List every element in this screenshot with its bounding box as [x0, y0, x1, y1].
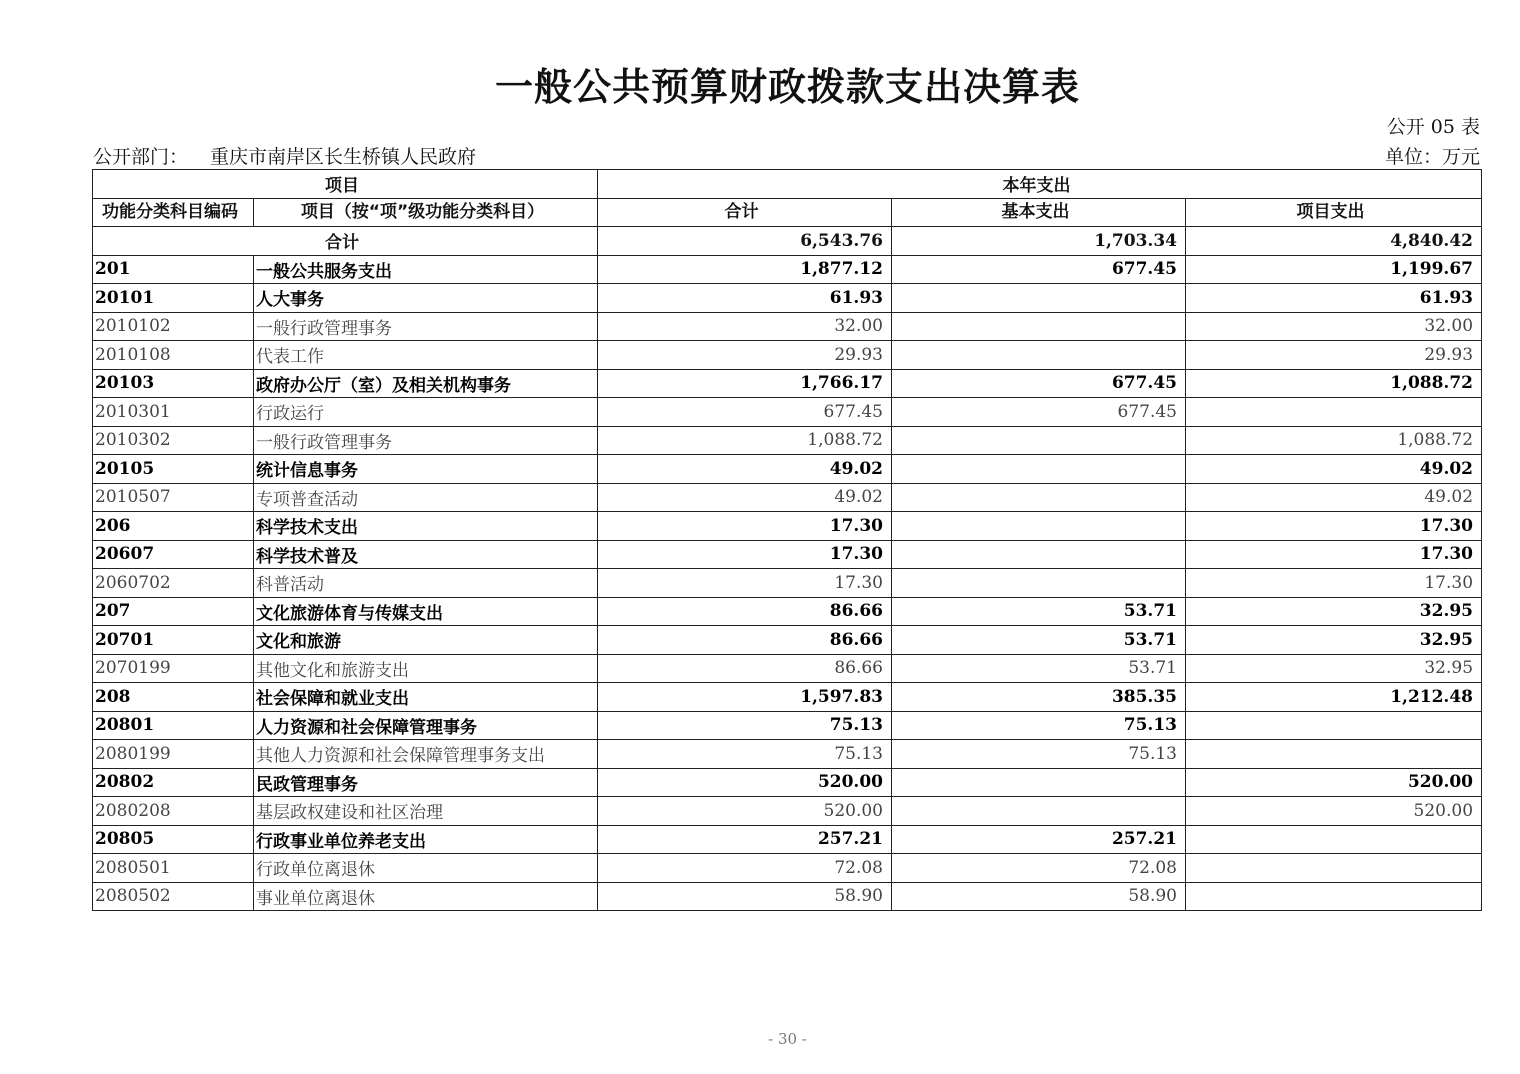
row-project: 520.00 — [1186, 768, 1482, 797]
row-basic: 257.21 — [892, 825, 1186, 854]
row-project — [1186, 825, 1482, 854]
row-code: 20607 — [93, 540, 254, 569]
row-basic: 53.71 — [892, 597, 1186, 626]
row-total: 677.45 — [598, 398, 892, 427]
row-name: 行政事业单位养老支出 — [254, 825, 598, 854]
table-row — [93, 683, 1482, 712]
row-code: 20105 — [93, 455, 254, 484]
row-code: 20103 — [93, 369, 254, 398]
row-project: 1,212.48 — [1186, 683, 1482, 712]
table-row — [93, 854, 1482, 883]
row-name: 统计信息事务 — [254, 455, 598, 484]
page-number: - 30 - — [768, 1030, 807, 1048]
row-basic — [892, 512, 1186, 541]
table-row — [93, 398, 1482, 427]
department-line — [93, 142, 476, 169]
header-total: 合计 — [598, 198, 892, 227]
row-code: 2070199 — [93, 654, 254, 683]
table-row — [93, 255, 1482, 284]
table-row — [93, 483, 1482, 512]
header-code: 功能分类科目编码 — [93, 198, 254, 227]
row-basic: 385.35 — [892, 683, 1186, 712]
row-project: 49.02 — [1186, 455, 1482, 484]
row-name: 一般行政管理事务 — [254, 312, 598, 341]
row-code: 206 — [93, 512, 254, 541]
row-total: 49.02 — [598, 483, 892, 512]
header-project: 项目支出 — [1186, 198, 1482, 227]
row-name: 科学技术支出 — [254, 512, 598, 541]
row-total: 49.02 — [598, 455, 892, 484]
form-number: 公开 05 表 — [1386, 116, 1480, 138]
row-total: 1,597.83 — [598, 683, 892, 712]
row-total: 1,088.72 — [598, 426, 892, 455]
row-total: 17.30 — [598, 512, 892, 541]
row-project: 1,088.72 — [1186, 369, 1482, 398]
row-name: 民政管理事务 — [254, 768, 598, 797]
table-row — [93, 597, 1482, 626]
row-basic — [892, 341, 1186, 370]
total-row — [93, 227, 1482, 256]
row-total: 29.93 — [598, 341, 892, 370]
total-sum: 6,543.76 — [598, 227, 892, 256]
row-total: 32.00 — [598, 312, 892, 341]
row-code: 20701 — [93, 626, 254, 655]
row-code: 20805 — [93, 825, 254, 854]
department-label: 公开部门： — [93, 146, 189, 168]
row-project: 17.30 — [1186, 569, 1482, 598]
table-row — [93, 455, 1482, 484]
row-project: 49.02 — [1186, 483, 1482, 512]
row-total: 1,877.12 — [598, 255, 892, 284]
row-name: 行政单位离退休 — [254, 854, 598, 883]
row-total: 58.90 — [598, 882, 892, 911]
row-code: 2010102 — [93, 312, 254, 341]
row-code: 207 — [93, 597, 254, 626]
row-project — [1186, 740, 1482, 769]
row-name: 科学技术普及 — [254, 540, 598, 569]
table-row — [93, 512, 1482, 541]
row-basic — [892, 312, 1186, 341]
page-title: 一般公共预算财政拨款支出决算表 — [494, 65, 1080, 109]
table-row — [93, 768, 1482, 797]
table-row — [93, 284, 1482, 313]
header-item: 项目 — [93, 170, 598, 199]
row-name: 社会保障和就业支出 — [254, 683, 598, 712]
row-project: 32.95 — [1186, 654, 1482, 683]
row-total: 72.08 — [598, 854, 892, 883]
row-name: 其他文化和旅游支出 — [254, 654, 598, 683]
row-basic: 72.08 — [892, 854, 1186, 883]
header-basic: 基本支出 — [892, 198, 1186, 227]
total-label: 合计 — [93, 227, 598, 256]
row-name: 行政运行 — [254, 398, 598, 427]
row-name: 一般行政管理事务 — [254, 426, 598, 455]
total-basic: 1,703.34 — [892, 227, 1186, 256]
row-project: 17.30 — [1186, 540, 1482, 569]
table-row — [93, 540, 1482, 569]
row-name: 专项普查活动 — [254, 483, 598, 512]
table-row — [93, 740, 1482, 769]
row-code: 2060702 — [93, 569, 254, 598]
row-project: 32.00 — [1186, 312, 1482, 341]
table-row — [93, 312, 1482, 341]
row-total: 1,766.17 — [598, 369, 892, 398]
row-code: 20801 — [93, 711, 254, 740]
table-row — [93, 711, 1482, 740]
table-row — [93, 797, 1482, 826]
row-total: 17.30 — [598, 540, 892, 569]
department-name: 重庆市南岸区长生桥镇人民政府 — [210, 146, 477, 168]
table-row — [93, 882, 1482, 911]
row-project: 61.93 — [1186, 284, 1482, 313]
table-row — [93, 569, 1482, 598]
row-project — [1186, 398, 1482, 427]
row-basic — [892, 483, 1186, 512]
row-total: 75.13 — [598, 740, 892, 769]
row-project: 32.95 — [1186, 597, 1482, 626]
row-total: 86.66 — [598, 654, 892, 683]
row-total: 61.93 — [598, 284, 892, 313]
row-name: 代表工作 — [254, 341, 598, 370]
row-total: 17.30 — [598, 569, 892, 598]
row-name: 文化旅游体育与传媒支出 — [254, 597, 598, 626]
table-row — [93, 369, 1482, 398]
row-project: 29.93 — [1186, 341, 1482, 370]
row-name: 文化和旅游 — [254, 626, 598, 655]
row-basic — [892, 540, 1186, 569]
row-name: 人力资源和社会保障管理事务 — [254, 711, 598, 740]
row-basic — [892, 797, 1186, 826]
row-code: 201 — [93, 255, 254, 284]
row-code: 2010108 — [93, 341, 254, 370]
row-total: 75.13 — [598, 711, 892, 740]
row-name: 人大事务 — [254, 284, 598, 313]
row-project: 32.95 — [1186, 626, 1482, 655]
budget-table — [92, 169, 1482, 911]
row-basic: 58.90 — [892, 882, 1186, 911]
row-project — [1186, 711, 1482, 740]
row-name: 科普活动 — [254, 569, 598, 598]
row-project: 1,088.72 — [1186, 426, 1482, 455]
row-basic: 53.71 — [892, 654, 1186, 683]
row-basic: 677.45 — [892, 369, 1186, 398]
row-code: 2010302 — [93, 426, 254, 455]
row-basic: 75.13 — [892, 711, 1186, 740]
row-basic — [892, 426, 1186, 455]
row-code: 2080502 — [93, 882, 254, 911]
row-name: 事业单位离退休 — [254, 882, 598, 911]
row-total: 520.00 — [598, 768, 892, 797]
table-row — [93, 825, 1482, 854]
unit-label: 单位：万元 — [1384, 146, 1480, 168]
table-row — [93, 654, 1482, 683]
row-project: 520.00 — [1186, 797, 1482, 826]
row-total: 86.66 — [598, 597, 892, 626]
row-project: 1,199.67 — [1186, 255, 1482, 284]
table-row — [93, 426, 1482, 455]
header-current-year: 本年支出 — [598, 170, 1482, 199]
row-name: 政府办公厅（室）及相关机构事务 — [254, 369, 598, 398]
row-basic: 53.71 — [892, 626, 1186, 655]
row-basic — [892, 284, 1186, 313]
row-code: 208 — [93, 683, 254, 712]
row-code: 2010301 — [93, 398, 254, 427]
header-name: 项目（按“项”级功能分类科目） — [254, 198, 598, 227]
row-total: 257.21 — [598, 825, 892, 854]
row-code: 2010507 — [93, 483, 254, 512]
row-name: 其他人力资源和社会保障管理事务支出 — [254, 740, 598, 769]
row-basic: 677.45 — [892, 255, 1186, 284]
row-project: 17.30 — [1186, 512, 1482, 541]
row-code: 20802 — [93, 768, 254, 797]
row-name: 基层政权建设和社区治理 — [254, 797, 598, 826]
table-row — [93, 626, 1482, 655]
table-row — [93, 341, 1482, 370]
row-project — [1186, 882, 1482, 911]
row-basic — [892, 569, 1186, 598]
row-basic: 677.45 — [892, 398, 1186, 427]
row-total: 86.66 — [598, 626, 892, 655]
total-project: 4,840.42 — [1186, 227, 1482, 256]
row-code: 2080208 — [93, 797, 254, 826]
row-basic: 75.13 — [892, 740, 1186, 769]
row-total: 520.00 — [598, 797, 892, 826]
row-project — [1186, 854, 1482, 883]
row-basic — [892, 768, 1186, 797]
row-code: 2080501 — [93, 854, 254, 883]
row-basic — [892, 455, 1186, 484]
row-code: 2080199 — [93, 740, 254, 769]
row-code: 20101 — [93, 284, 254, 313]
row-name: 一般公共服务支出 — [254, 255, 598, 284]
